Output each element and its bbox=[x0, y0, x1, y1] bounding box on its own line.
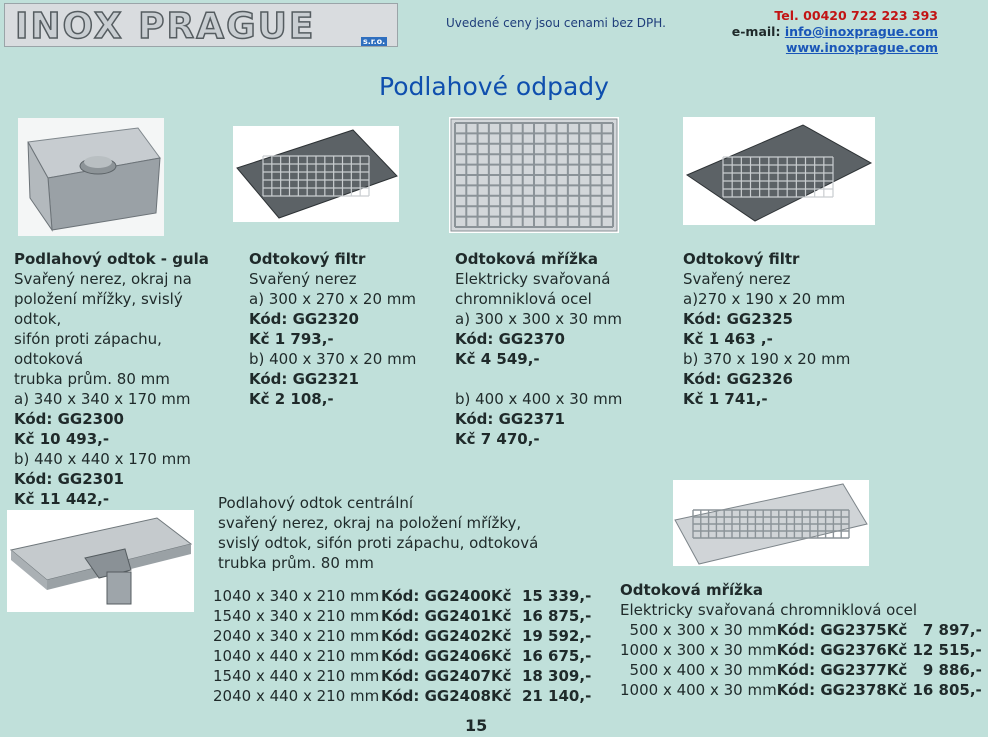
size-cell: 1000 x 400 x 30 mm bbox=[620, 681, 777, 699]
product-line: Svařený nerez bbox=[249, 270, 357, 288]
logo-wordmark: INOX PRAGUE bbox=[15, 6, 316, 47]
product-line: Kód: GG2370 bbox=[455, 330, 565, 348]
central-title: Podlahový odtok centrální bbox=[218, 494, 414, 512]
product-line: Odtoková mřížka bbox=[455, 250, 598, 268]
size-cell: 1000 x 300 x 30 mm bbox=[620, 641, 777, 659]
code-cell: Kód: GG2407 bbox=[381, 667, 491, 685]
product-line: Kč 1 793,- bbox=[249, 330, 334, 348]
product-grate bbox=[455, 249, 645, 449]
price-cell: Kč 19 592,- bbox=[491, 627, 592, 645]
grate-long-desc: Elektricky svařovaná chromniklová ocel bbox=[620, 601, 917, 619]
price-row bbox=[213, 606, 591, 626]
product-line: trubka prům. 80 mm bbox=[14, 370, 170, 388]
product-line: sifón proti zápachu, odtoková bbox=[14, 330, 162, 368]
price-cell: Kč 18 309,- bbox=[491, 667, 592, 685]
product-line: Elektricky svařovaná bbox=[455, 270, 611, 288]
central-drain-image bbox=[7, 510, 194, 612]
price-row bbox=[213, 686, 591, 706]
product-line: Kód: GG2320 bbox=[249, 310, 359, 328]
product-line: Kód: GG2371 bbox=[455, 410, 565, 428]
product-line: b) 400 x 400 x 30 mm bbox=[455, 390, 623, 408]
size-cell: 2040 x 340 x 210 mm bbox=[213, 627, 380, 645]
price-row bbox=[213, 666, 591, 686]
central-desc-3: trubka prům. 80 mm bbox=[218, 554, 374, 572]
filter-a-image bbox=[233, 126, 399, 222]
product-line: Kč 2 108,- bbox=[249, 390, 334, 408]
price-row bbox=[620, 640, 982, 660]
grate-long-image bbox=[673, 480, 869, 566]
product-line: Kč 7 470,- bbox=[455, 430, 540, 448]
code-cell: Kód: GG2377 bbox=[776, 661, 887, 679]
central-desc-1: svařený nerez, okraj na položení mřížky, bbox=[218, 514, 522, 532]
size-cell: 500 x 400 x 30 mm bbox=[620, 661, 777, 679]
contact-block bbox=[732, 8, 938, 56]
size-cell: 2040 x 440 x 210 mm bbox=[213, 687, 380, 705]
price-row bbox=[620, 660, 982, 680]
code-cell: Kód: GG2402 bbox=[381, 627, 491, 645]
web-link[interactable]: www.inoxprague.com bbox=[785, 40, 938, 55]
product-line: Svařený nerez bbox=[683, 270, 791, 288]
size-cell: 1040 x 440 x 210 mm bbox=[213, 647, 380, 665]
code-cell: Kód: GG2406 bbox=[381, 647, 491, 665]
central-drain-info bbox=[218, 493, 538, 573]
grate-price-table bbox=[620, 620, 982, 700]
product-line: a) 300 x 300 x 30 mm bbox=[455, 310, 622, 328]
size-cell: 1540 x 440 x 210 mm bbox=[213, 667, 380, 685]
product-line: Kč 10 493,- bbox=[14, 430, 110, 448]
product-line: Podlahový odtok - gula bbox=[14, 250, 209, 268]
price-row bbox=[213, 586, 591, 606]
price-cell: Kč 15 339,- bbox=[491, 587, 592, 605]
product-line: Kód: GG2300 bbox=[14, 410, 124, 428]
price-row bbox=[213, 646, 591, 666]
product-line: Kód: GG2325 bbox=[683, 310, 793, 328]
grate-long-title: Odtoková mřížka bbox=[620, 581, 763, 599]
code-cell: Kód: GG2408 bbox=[381, 687, 491, 705]
price-cell: Kč 12 515,- bbox=[886, 641, 982, 659]
size-cell: 1040 x 340 x 210 mm bbox=[213, 587, 380, 605]
product-filter-a bbox=[249, 249, 439, 409]
phone-line: Tel. 00420 722 223 393 bbox=[774, 8, 938, 23]
filter-b-image bbox=[683, 117, 875, 225]
product-line: b) 400 x 370 x 20 mm bbox=[249, 350, 417, 368]
product-filter-b bbox=[683, 249, 873, 409]
size-cell: 1540 x 340 x 210 mm bbox=[213, 607, 380, 625]
product-line: Kč 11 442,- bbox=[14, 490, 110, 508]
product-line: Kód: GG2301 bbox=[14, 470, 124, 488]
product-line: a) 300 x 270 x 20 mm bbox=[249, 290, 416, 308]
central-desc-2: svislý odtok, sifón proti zápachu, odtoková bbox=[218, 534, 539, 552]
page-title: Podlahové odpady bbox=[379, 72, 609, 101]
email-line: e-mail: info@inoxprague.com bbox=[731, 24, 938, 39]
code-cell: Kód: GG2378 bbox=[776, 681, 887, 699]
size-cell: 500 x 300 x 30 mm bbox=[620, 621, 777, 639]
logo-suffix: s.r.o. bbox=[363, 37, 386, 46]
product-line: položení mřížky, svislý odtok, bbox=[14, 290, 183, 328]
product-line: Odtokový filtr bbox=[249, 250, 366, 268]
grate-image bbox=[449, 117, 619, 233]
price-row bbox=[620, 620, 982, 640]
gula-drain-image bbox=[18, 118, 164, 236]
product-line: Odtokový filtr bbox=[683, 250, 800, 268]
grate-long-info bbox=[620, 580, 917, 620]
price-cell: Kč 16 875,- bbox=[491, 607, 592, 625]
page-number: 15 bbox=[465, 716, 488, 735]
code-cell: Kód: GG2400 bbox=[381, 587, 491, 605]
product-line: chromniklová ocel bbox=[455, 290, 592, 308]
product-line: a) 340 x 340 x 170 mm bbox=[14, 390, 191, 408]
code-cell: Kód: GG2401 bbox=[381, 607, 491, 625]
price-cell: Kč 21 140,- bbox=[491, 687, 592, 705]
product-line: b) 370 x 190 x 20 mm bbox=[683, 350, 851, 368]
code-cell: Kód: GG2375 bbox=[776, 621, 887, 639]
email-link[interactable]: info@inoxprague.com bbox=[784, 24, 938, 39]
code-cell: Kód: GG2376 bbox=[776, 641, 887, 659]
company-logo bbox=[4, 3, 398, 47]
price-cell: Kč 7 897,- bbox=[886, 621, 982, 639]
central-price-table bbox=[213, 586, 591, 706]
product-line: a)270 x 190 x 20 mm bbox=[683, 290, 846, 308]
price-cell: Kč 16 675,- bbox=[491, 647, 592, 665]
product-line: b) 440 x 440 x 170 mm bbox=[14, 450, 191, 468]
product-line: Kč 1 463 ,- bbox=[683, 330, 773, 348]
product-gula bbox=[14, 249, 224, 509]
product-line: Kód: GG2321 bbox=[249, 370, 359, 388]
product-line: Svařený nerez, okraj na bbox=[14, 270, 192, 288]
price-row bbox=[213, 626, 591, 646]
product-line: Kč 4 549,- bbox=[455, 350, 540, 368]
product-line bbox=[455, 369, 645, 389]
price-cell: Kč 9 886,- bbox=[886, 661, 982, 679]
price-row bbox=[620, 680, 982, 700]
price-note: Uvedené ceny jsou cenami bez DPH. bbox=[446, 16, 666, 30]
product-line: Kč 1 741,- bbox=[683, 390, 768, 408]
product-line: Kód: GG2326 bbox=[683, 370, 793, 388]
price-cell: Kč 16 805,- bbox=[886, 681, 982, 699]
